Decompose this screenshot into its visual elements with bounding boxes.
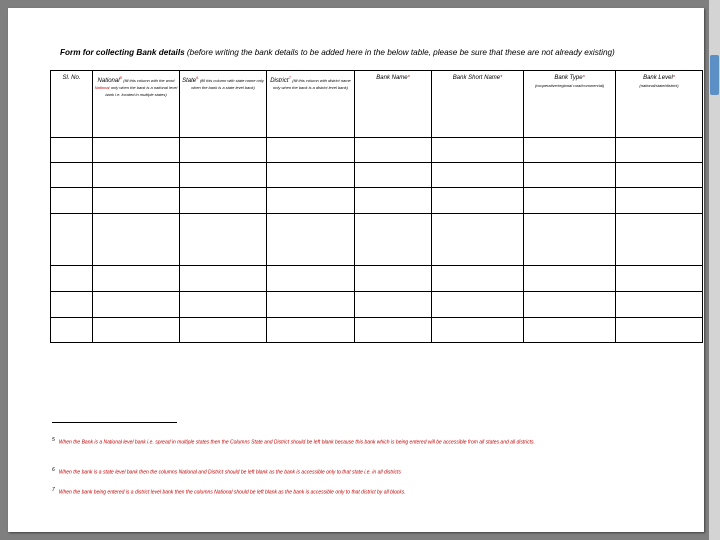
cell[interactable] <box>267 138 355 163</box>
cell[interactable] <box>267 188 355 214</box>
cell[interactable] <box>432 163 524 188</box>
cell[interactable] <box>93 163 180 188</box>
cell[interactable] <box>355 163 432 188</box>
cell[interactable] <box>524 188 616 214</box>
table-row <box>51 188 703 214</box>
cell[interactable] <box>180 138 267 163</box>
cell[interactable] <box>51 188 93 214</box>
cell[interactable] <box>51 266 93 292</box>
table-row <box>51 163 703 188</box>
cell[interactable] <box>355 214 432 266</box>
cell[interactable] <box>524 292 616 318</box>
cell[interactable] <box>524 214 616 266</box>
cell[interactable] <box>51 138 93 163</box>
footnote-6: 6 When the bank is a state level bank then the columns National and District should be left blank as the bank is accessible only to that state i.e. in all districts <box>52 467 401 476</box>
header-district: District$^7$ (fill this column with district name only when the bank is a district level bank) <box>267 71 355 138</box>
cell[interactable] <box>93 266 180 292</box>
header-bank-name: Bank Name* <box>355 71 432 138</box>
form-title-bold: Form for collecting Bank details <box>60 48 185 57</box>
cell[interactable] <box>355 138 432 163</box>
cell[interactable] <box>355 318 432 343</box>
cell[interactable] <box>432 266 524 292</box>
cell[interactable] <box>51 318 93 343</box>
scrollbar-thumb[interactable] <box>710 55 719 95</box>
footnote-5: 5 When the Bank is a National level bank i.e. spread in multiple states then the Columns State and District should be left blank because this bank which is being entered will be accessible from all states and all districts. <box>52 437 535 446</box>
cell[interactable] <box>432 188 524 214</box>
cell[interactable] <box>180 318 267 343</box>
cell[interactable] <box>267 214 355 266</box>
footnote-separator <box>52 422 177 423</box>
cell[interactable] <box>93 138 180 163</box>
bank-details-table <box>50 70 703 343</box>
header-bank-level: Bank Level* (national/state/district) <box>616 71 703 138</box>
cell[interactable] <box>432 214 524 266</box>
header-bank-type: Bank Type* (cooperative/regional rural/commercial) <box>524 71 616 138</box>
cell[interactable] <box>93 188 180 214</box>
header-sl-no: Sl. No. <box>51 71 93 138</box>
cell[interactable] <box>355 292 432 318</box>
cell[interactable] <box>93 292 180 318</box>
cell[interactable] <box>267 318 355 343</box>
cell[interactable] <box>51 214 93 266</box>
cell[interactable] <box>432 292 524 318</box>
header-bank-short-name: Bank Short Name* <box>432 71 524 138</box>
table-row <box>51 138 703 163</box>
footnote-7: 7 When the bank being entered is a district level bank then the columns National should be left blank as the bank is accessible only to that district by all blocks. <box>52 487 406 496</box>
header-national: National$^5$ (fill this column with the word National only when the bank is a national level bank i.e. located in multiple states) <box>93 71 180 138</box>
cell[interactable] <box>180 292 267 318</box>
form-title-note: (before writing the bank details to be added here in the below table, please be sure that these are not already existing) <box>184 48 615 57</box>
cell[interactable] <box>524 266 616 292</box>
cell[interactable] <box>180 266 267 292</box>
cell[interactable] <box>616 292 703 318</box>
form-title <box>60 48 690 57</box>
cell[interactable] <box>93 318 180 343</box>
cell[interactable] <box>524 138 616 163</box>
table-header-row <box>51 71 703 138</box>
table-row <box>51 266 703 292</box>
cell[interactable] <box>355 188 432 214</box>
cell[interactable] <box>267 266 355 292</box>
table-row <box>51 292 703 318</box>
cell[interactable] <box>616 266 703 292</box>
cell[interactable] <box>616 138 703 163</box>
cell[interactable] <box>616 163 703 188</box>
cell[interactable] <box>180 163 267 188</box>
cell[interactable] <box>524 318 616 343</box>
cell[interactable] <box>180 214 267 266</box>
header-state: State$^6$ (fill this column with state name only when the bank is a state level bank) <box>180 71 267 138</box>
cell[interactable] <box>524 163 616 188</box>
cell[interactable] <box>432 138 524 163</box>
table-row <box>51 214 703 266</box>
cell[interactable] <box>616 214 703 266</box>
cell[interactable] <box>616 188 703 214</box>
cell[interactable] <box>267 163 355 188</box>
cell[interactable] <box>51 292 93 318</box>
cell[interactable] <box>267 292 355 318</box>
table-row <box>51 318 703 343</box>
cell[interactable] <box>180 188 267 214</box>
vertical-scrollbar[interactable] <box>709 0 720 540</box>
cell[interactable] <box>616 318 703 343</box>
cell[interactable] <box>93 214 180 266</box>
cell[interactable] <box>51 163 93 188</box>
cell[interactable] <box>432 318 524 343</box>
cell[interactable] <box>355 266 432 292</box>
